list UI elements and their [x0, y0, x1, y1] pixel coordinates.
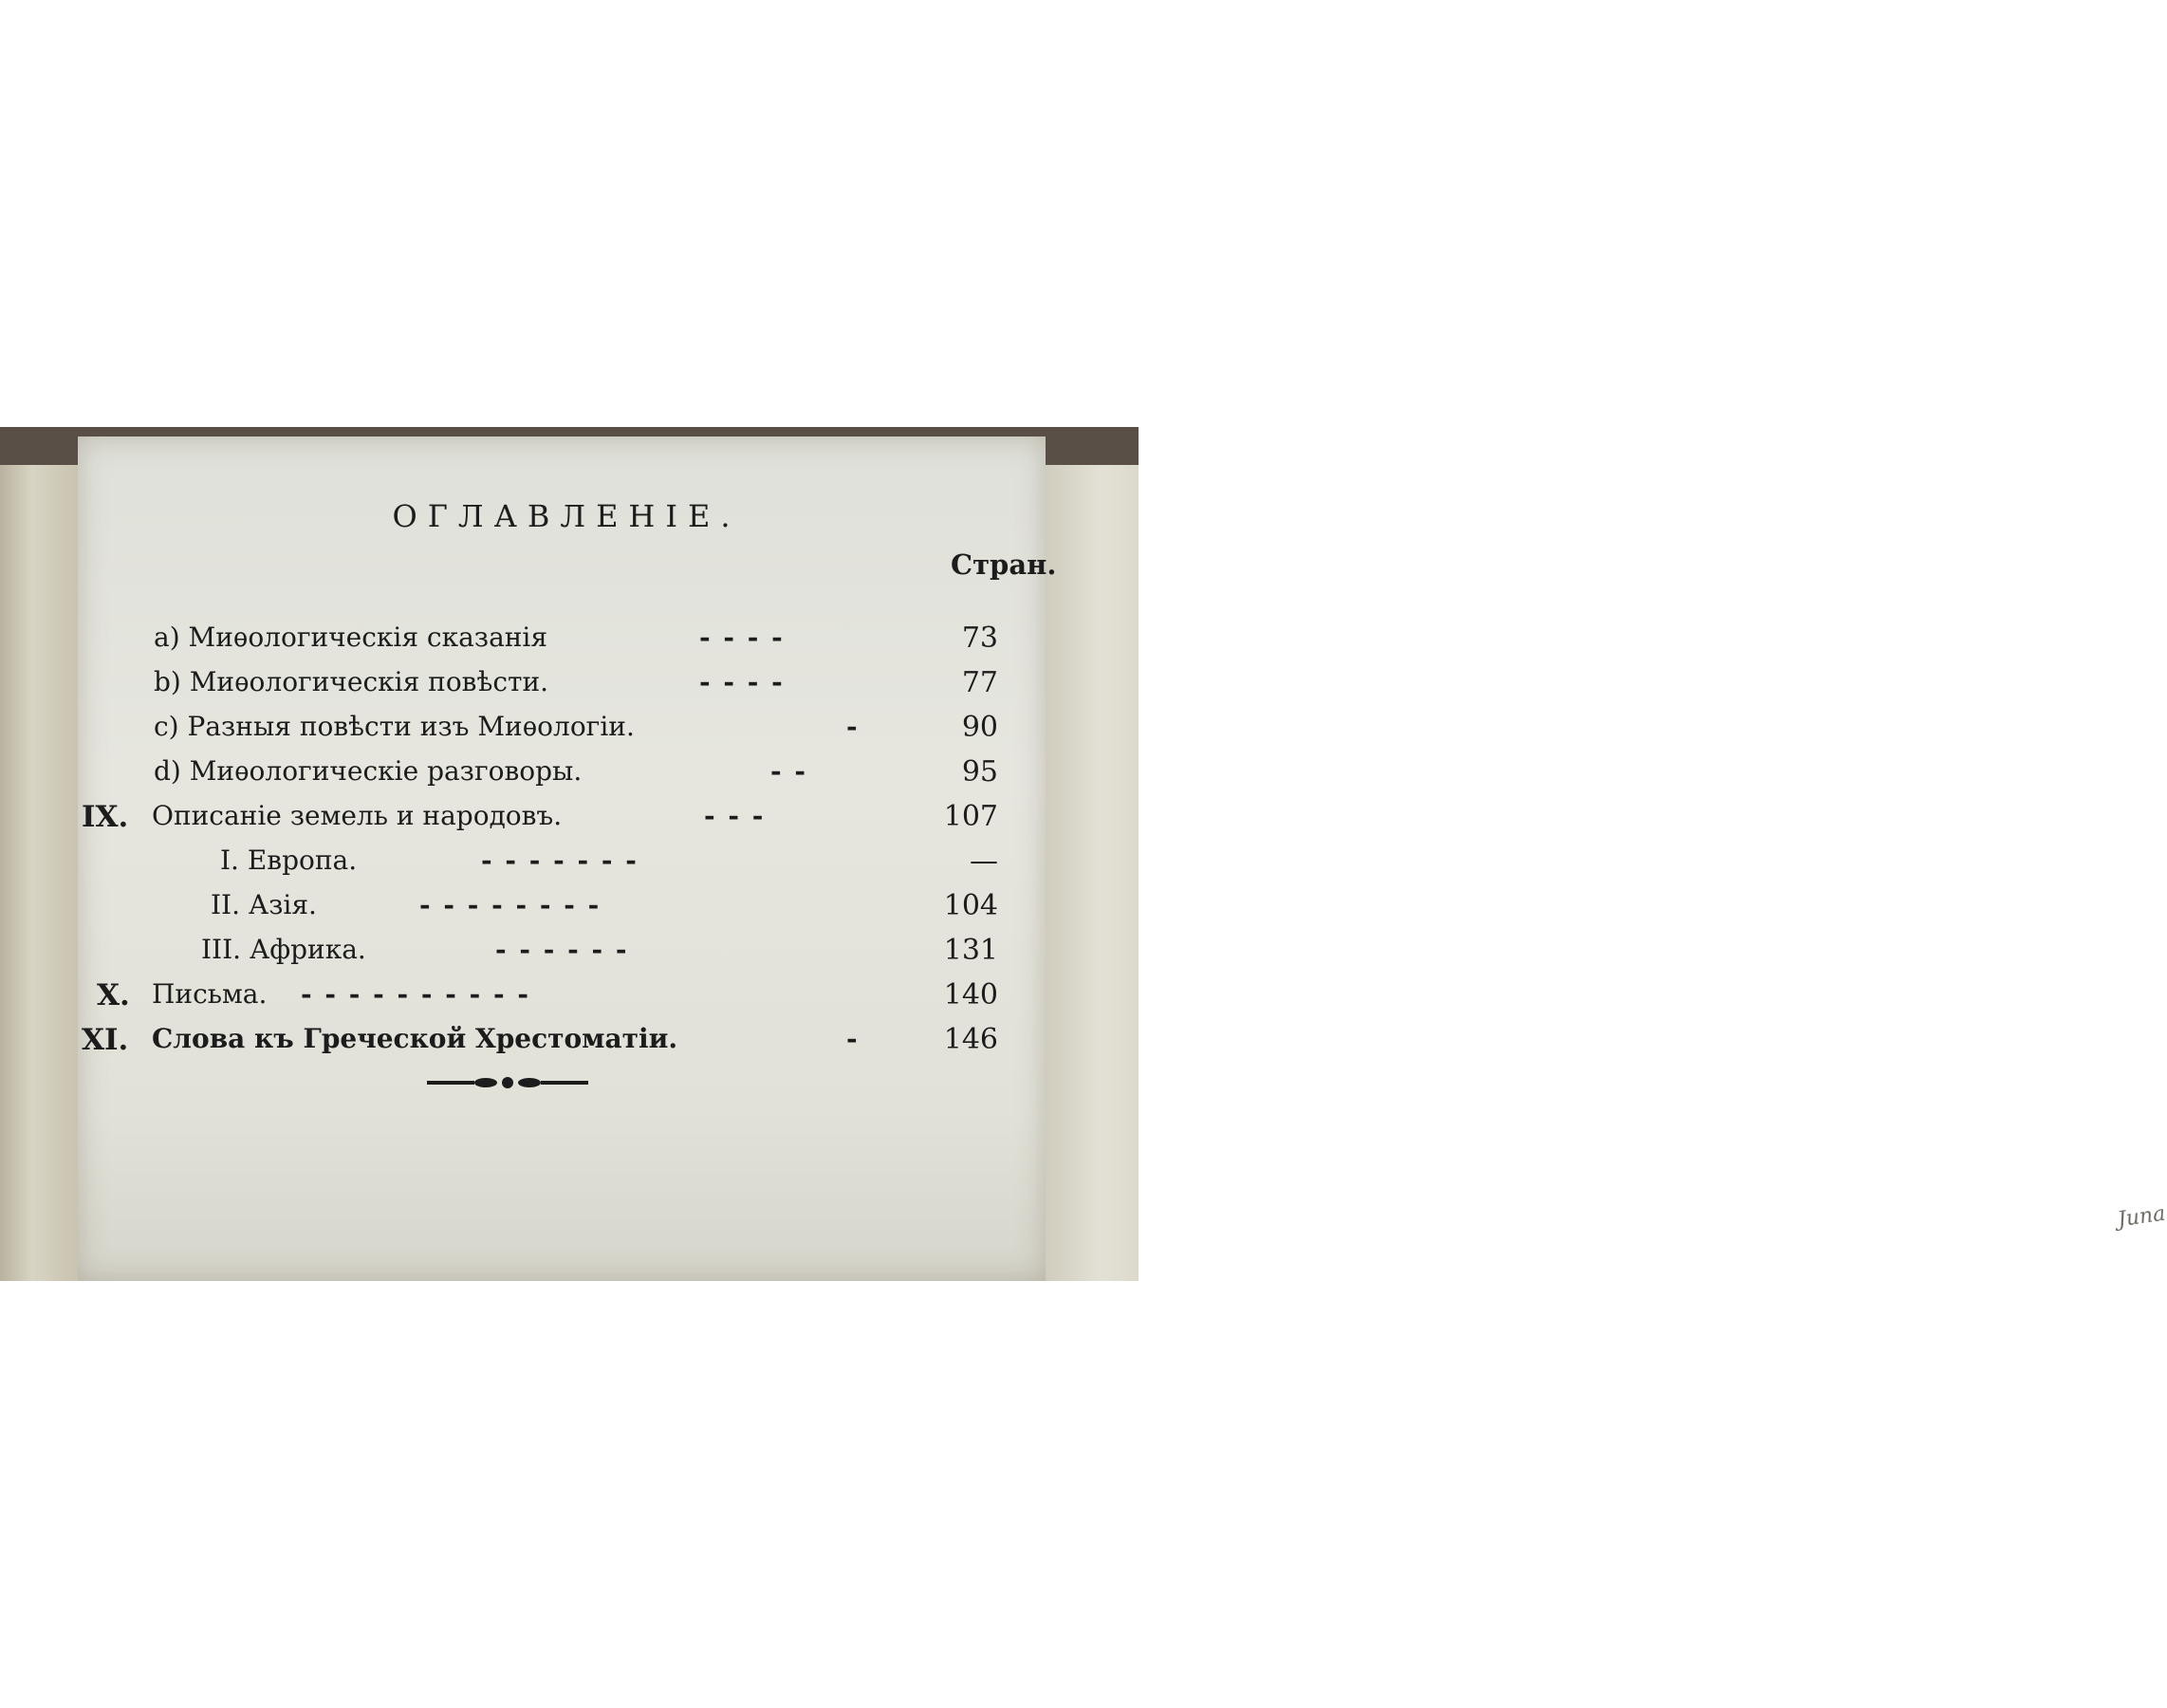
- entry-leader: - -: [770, 755, 807, 787]
- toc-entry: [78, 978, 1046, 1022]
- entry-label: Письма.: [152, 978, 268, 1010]
- end-ornament: [427, 1075, 588, 1090]
- entry-number: IX.: [82, 800, 129, 834]
- toc-heading: ОГЛАВЛЕНІЕ.: [392, 498, 741, 534]
- book-photo: [0, 427, 2167, 1281]
- entry-label: b) Миѳологическія повѣсти.: [154, 666, 549, 697]
- entry-label: I. Европа.: [220, 845, 358, 876]
- book-page: [78, 436, 1057, 1281]
- entry-page: 146: [943, 1023, 998, 1056]
- entry-page: 104: [943, 889, 998, 922]
- entry-number: X.: [97, 978, 130, 1012]
- entry-label: Описаніе земель и народовъ.: [152, 800, 563, 831]
- toc-entry: [78, 845, 1046, 888]
- toc-entry: [78, 622, 1046, 665]
- entry-page: 131: [943, 934, 998, 967]
- entry-page: —: [970, 845, 998, 878]
- toc-entry: [78, 889, 1046, 933]
- page-column-label: Стран.: [951, 548, 1057, 581]
- entry-label: II. Азія.: [211, 889, 317, 920]
- entry-leader: - - - - - -: [495, 934, 629, 965]
- margin-handwriting: Juna: [2116, 1201, 2167, 1233]
- entry-page: 107: [943, 800, 998, 833]
- toc-entry: [78, 800, 1046, 844]
- adjacent-page: [1044, 465, 2167, 1281]
- entry-leader: -: [846, 711, 860, 742]
- entry-number: XI.: [82, 1023, 129, 1057]
- entry-label: a) Миѳологическія сказанія: [154, 622, 548, 653]
- entry-label: c) Разныя повѣсти изъ Миѳологіи.: [154, 711, 635, 742]
- toc-entry: [78, 755, 1046, 799]
- entry-leader: - - -: [704, 800, 766, 831]
- entry-page: 140: [943, 978, 998, 1012]
- toc-entry: [78, 934, 1046, 977]
- entry-page: 90: [961, 711, 998, 744]
- entry-label: Слова къ Греческой Хрестоматіи.: [152, 1023, 678, 1054]
- entry-label: d) Миѳологическіе разговоры.: [154, 755, 583, 787]
- toc-entry: [78, 711, 1046, 754]
- entry-leader: - - - - - - - -: [419, 889, 602, 920]
- entry-page: 95: [961, 755, 998, 789]
- entry-leader: - - - -: [699, 622, 785, 653]
- entry-page: 77: [961, 666, 998, 699]
- entry-leader: -: [846, 1023, 860, 1054]
- book-spine: [0, 465, 83, 1281]
- entry-leader: - - - - - - - - - -: [301, 978, 530, 1010]
- entry-page: 73: [961, 622, 998, 655]
- entry-label: III. Африка.: [201, 934, 366, 965]
- toc-entry: [78, 1023, 1046, 1067]
- entry-leader: - - - - - - -: [481, 845, 639, 876]
- entry-leader: - - - -: [699, 666, 785, 697]
- toc-entry: [78, 666, 1046, 710]
